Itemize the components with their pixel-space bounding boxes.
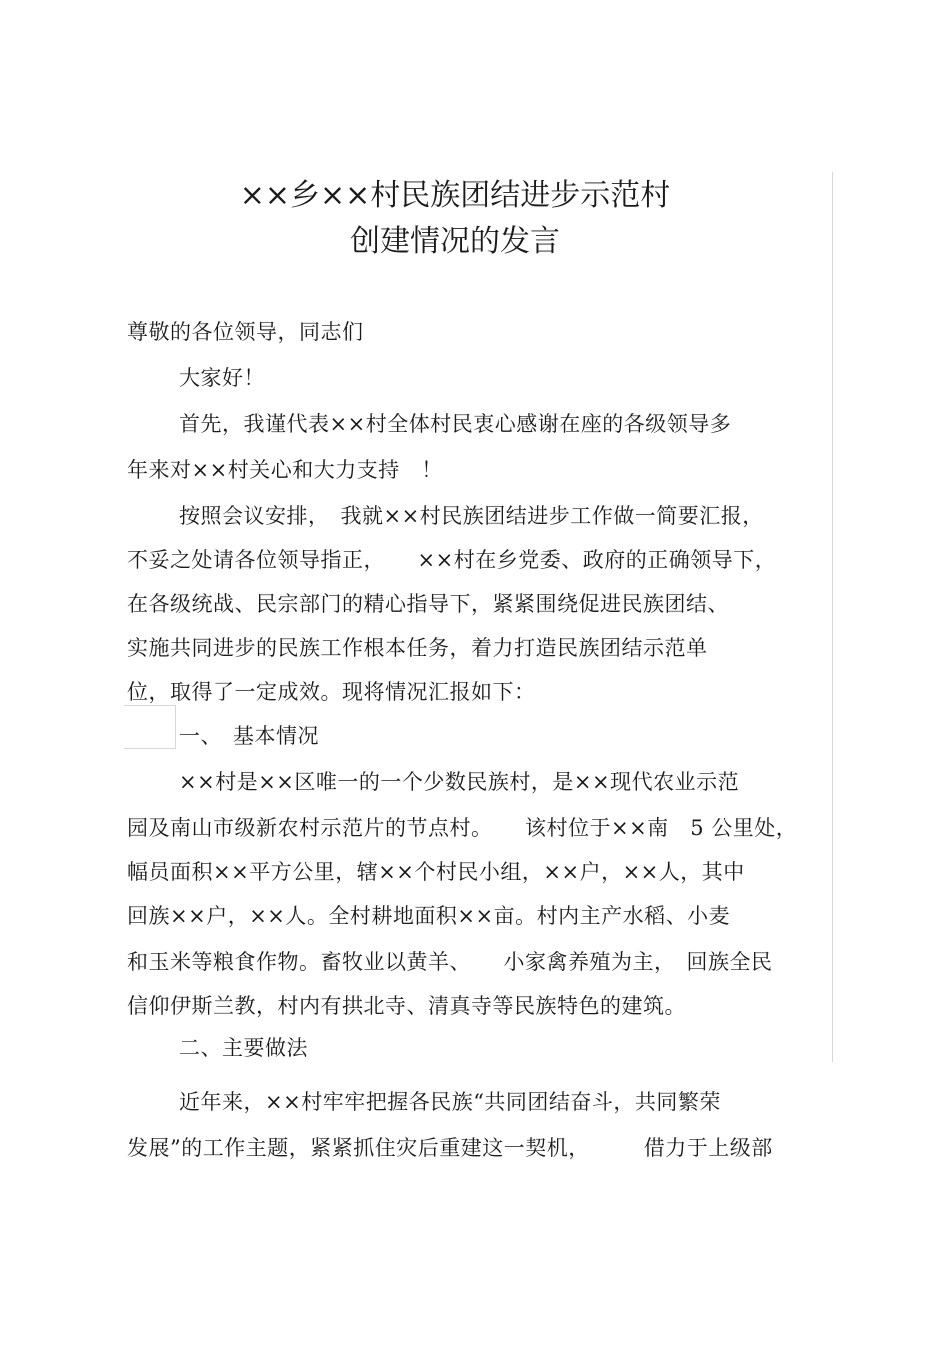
salutation: 尊敬的各位领导，同志们 <box>127 320 364 344</box>
paragraph-line: 幅员面积××平方公里，辖××个村民小组，××户，××人，其中 <box>127 860 745 884</box>
paragraph-line: 位，取得了一定成效。现将情况汇报如下： <box>127 680 536 704</box>
paragraph-line: 首先，我谨代表××村全体村民衷心感谢在座的各级领导多 <box>179 412 732 436</box>
paragraph-line: 近年来，××村牢牢把握各民族“共同团结奋斗，共同繁荣 <box>179 1090 721 1114</box>
paragraph-line: 不妥之处请各位领导指正， ××村在乡党委、政府的正确领导下， <box>127 548 777 572</box>
paragraph-line: 发展”的工作主题，紧紧抓住灾后重建这一契机， 借力于上级部 <box>127 1136 773 1160</box>
paragraph-line: 信仰伊斯兰教，村内有拱北寺、清真寺等民族特色的建筑。 <box>127 994 686 1018</box>
greeting: 大家好！ <box>179 366 265 390</box>
margin-rule <box>832 172 833 1062</box>
section-heading-1: 一、 基本情况 <box>179 724 319 748</box>
paragraph-line: 按照会议安排， 我就××村民族团结进步工作做一简要汇报， <box>179 504 764 528</box>
section-heading-2: 二、主要做法 <box>179 1036 308 1060</box>
paragraph-line: 在各级统战、民宗部门的精心指导下，紧紧围绕促进民族团结、 <box>127 592 729 616</box>
title-line-2: 创建情况的发言 <box>350 224 560 259</box>
table-cell-box <box>124 705 176 749</box>
paragraph-line: 年来对××村关心和大力支持 ！ <box>127 458 443 482</box>
paragraph-line: 园及南山市级新农村示范片的节点村。 该村位于××南 5 公里处， <box>127 816 798 840</box>
title-line-1: ××乡××村民族团结进步示范村 <box>239 178 671 213</box>
paragraph-line: 实施共同进步的民族工作根本任务，着力打造民族团结示范单 <box>127 636 708 660</box>
paragraph-line: 和玉米等粮食作物。畜牧业以黄羊、 小家禽养殖为主， 回族全民 <box>127 950 773 974</box>
paragraph-line: ××村是××区唯一的一个少数民族村，是××现代农业示范 <box>179 770 740 794</box>
paragraph-line: 回族××户，××人。全村耕地面积××亩。村内主产水稻、小麦 <box>127 904 731 928</box>
